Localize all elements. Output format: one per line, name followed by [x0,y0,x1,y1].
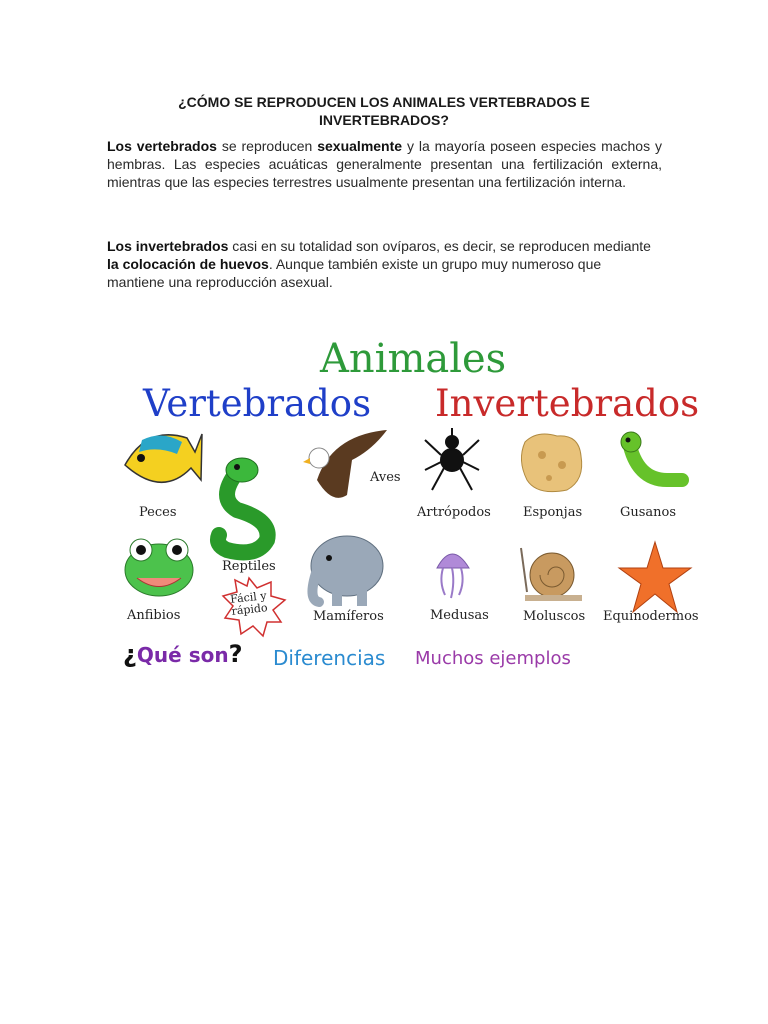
footer-ejemplos: Muchos ejemplos [415,648,571,669]
label-moluscos: Moluscos [523,609,586,624]
label-peces: Peces [139,505,177,520]
eagle-icon [303,430,387,498]
text-segment: se reproducen [216,138,318,154]
badge-line1: Fácil y [229,589,268,606]
jellyfish-icon [437,554,469,598]
animals-infographic [107,330,705,680]
label-aves: Aves [370,470,401,485]
label-artropodos: Artrópodos [417,505,491,520]
label-equinodermos: Equinodermos [603,609,699,624]
label-medusas: Medusas [430,608,489,623]
badge-line2: rápido [230,601,269,618]
text-segment: y la mayoría poseen especies machos y hembras. Las especies acuáticas generalmente presentan una fertilización externa, mientras que las especies terrestres usualmente presentan una fertilización interna. [107,138,662,190]
infographic-title: Animales [320,336,507,382]
label-gusanos: Gusanos [620,505,677,520]
spider-icon [425,428,479,490]
vertebrates-heading: Vertebrados [143,382,372,425]
page-title: ¿CÓMO SE REPRODUCEN LOS ANIMALES VERTEBRADOS E INVERTEBRADOS? [178,94,590,128]
bold-sexualmente: sexualmente [317,138,403,154]
elephant-icon [311,536,383,606]
snake-icon [218,458,268,552]
label-reptiles: Reptiles [222,559,276,574]
worm-icon [621,432,682,480]
label-esponjas: Esponjas [523,505,583,520]
label-mamiferos: Mamíferos [313,609,384,624]
footer-diferencias: Diferencias [273,646,386,670]
starfish-icon [619,542,691,612]
text-segment: casi en su totalidad son ovíparos, es decir, se reproducen mediante [228,238,651,254]
footer-que-son [123,640,243,668]
fish-icon [125,434,202,482]
text-segment: . Aunque también existe un grupo muy numeroso que mantiene una reproducción asexual. [107,256,602,290]
label-anfibios: Anfibios [127,608,181,623]
bold-invertebrados: Los invertebrados [107,238,229,254]
paragraph-invertebrates [107,237,662,291]
bold-colocacion: la colocación de huevos [107,256,269,272]
frog-icon [125,539,193,596]
invertebrates-heading: Invertebrados [435,382,700,425]
question-close: ? [228,640,243,668]
snail-icon [521,548,582,598]
bold-vertebrados: Los vertebrados [107,138,217,154]
sponge-icon [521,434,581,492]
que-son-text: Qué son [136,643,229,667]
question-open: ¿ [123,640,137,668]
paragraph-vertebrates [107,137,662,191]
